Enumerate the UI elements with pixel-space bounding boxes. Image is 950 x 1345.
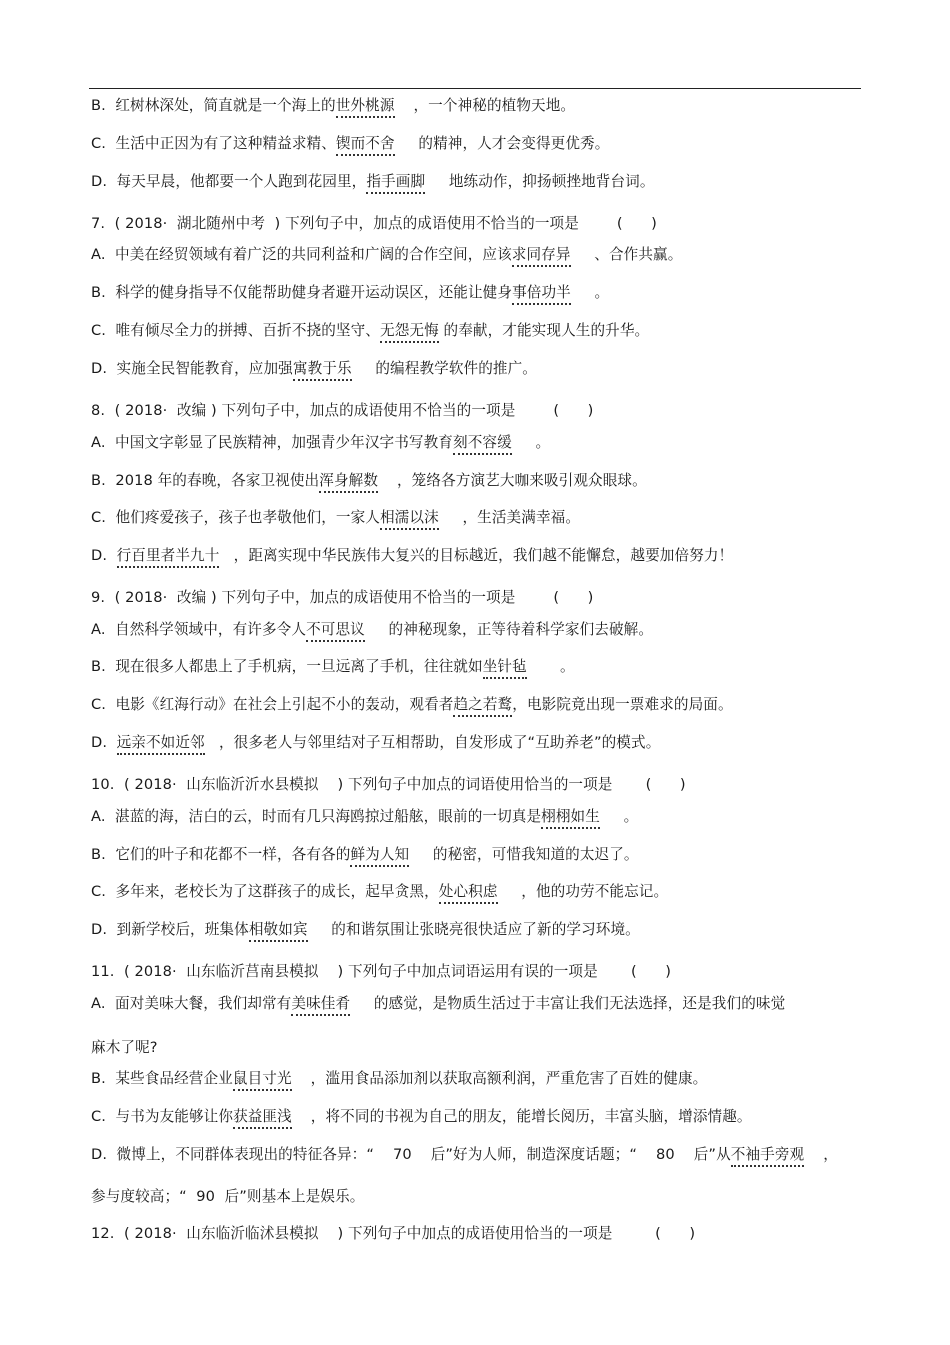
emphasized-phrase: 美味佳肴 bbox=[291, 995, 350, 1016]
text-line bbox=[91, 845, 639, 865]
text-line bbox=[91, 1224, 695, 1244]
line-text: 的奉献，才能实现人生的升华。 bbox=[438, 322, 650, 339]
text-line bbox=[91, 508, 580, 528]
emphasized-phrase: 刻不容缓 bbox=[453, 434, 512, 455]
line-text: D. 到新学校后，班集体 bbox=[91, 921, 249, 938]
line-text: B. 它们的叶子和花都不一样，各有各的 bbox=[91, 846, 351, 863]
line-text: D. 微博上，不同群体表现出的特征各异：“ 70 后”好为人师，制造深度话题；“ 80 后”从 bbox=[91, 1146, 731, 1163]
line-text: 8. ( 2018· 改编 ) 下列句子中，加点的成语使用不恰当的一项是 ( ) bbox=[91, 402, 594, 419]
emphasized-phrase: 坐针毡 bbox=[483, 658, 527, 679]
line-text: D. bbox=[91, 734, 117, 751]
emphasized-phrase: 世外桃源 bbox=[336, 97, 395, 118]
line-text: 的精神，人才会变得更优秀。 bbox=[394, 135, 610, 152]
line-text: D. 每天早晨，他都要一个人跑到花园里， bbox=[91, 173, 367, 190]
line-text: 的神秘现象，正等待着科学家们去破解。 bbox=[364, 621, 654, 638]
line-text: B. 现在很多人都患上了手机病，一旦远离了手机，往往就如 bbox=[91, 658, 483, 675]
line-text: ，生活美满幸福。 bbox=[438, 509, 581, 526]
line-text: 11. ( 2018· 山东临沂莒南县模拟 ) 下列句子中加点词语运用有误的一项是 ( ) bbox=[91, 963, 671, 980]
text-line bbox=[91, 401, 593, 421]
text-line bbox=[91, 807, 638, 827]
line-text: ，滥用食品添加剂以获取高额利润，严重危害了百姓的健康。 bbox=[291, 1070, 708, 1087]
text-line bbox=[91, 283, 609, 303]
emphasized-phrase: 行百里者半九十 bbox=[117, 547, 220, 568]
text-line bbox=[91, 214, 657, 234]
line-text: 地练动作，抑扬顿挫地背台词。 bbox=[425, 173, 655, 190]
line-text: A. 中国文字彰显了民族精神，加强青少年汉字书写教育 bbox=[91, 434, 454, 451]
text-line bbox=[91, 588, 593, 608]
text-line bbox=[91, 620, 653, 640]
line-text: C. 唯有倾尽全力的拼搏、百折不挠的坚守、 bbox=[91, 322, 380, 339]
line-text: 。 bbox=[511, 434, 551, 451]
line-text: C. 与书为友能够让你 bbox=[91, 1108, 234, 1125]
line-text: 、合作共赢。 bbox=[570, 246, 683, 263]
text-line bbox=[91, 994, 785, 1014]
text-line bbox=[91, 920, 640, 940]
emphasized-phrase: 相敬如宾 bbox=[249, 921, 308, 942]
emphasized-phrase: 趋之若鹜 bbox=[453, 696, 512, 717]
text-line bbox=[91, 882, 668, 902]
line-text: 。 bbox=[526, 658, 575, 675]
emphasized-phrase: 栩栩如生 bbox=[541, 808, 600, 829]
line-text: C. 电影《红海行动》在社会上引起不小的轰动，观看者 bbox=[91, 696, 454, 713]
line-text: B. 红树林深处，简直就是一个海上的 bbox=[91, 97, 336, 114]
text-line bbox=[91, 359, 537, 379]
line-text: A. 湛蓝的海，洁白的云，时而有几只海鸥掠过船舷，眼前的一切真是 bbox=[91, 808, 542, 825]
line-text: ，一个神秘的植物天地。 bbox=[394, 97, 576, 114]
line-text: 的感觉，是物质生活过于丰富让我们无法选择，还是我们的味觉 bbox=[350, 995, 786, 1012]
emphasized-phrase: 不可思议 bbox=[306, 621, 365, 642]
text-line bbox=[91, 962, 671, 982]
line-text: D. bbox=[91, 547, 117, 564]
text-line bbox=[91, 134, 609, 154]
emphasized-phrase: 处心积虑 bbox=[439, 883, 498, 904]
header-rule bbox=[89, 88, 861, 89]
line-text: 参与度较高；“ 90 后”则基本上是娱乐。 bbox=[91, 1188, 365, 1205]
line-text: D. 实施全民智能教育，应加强 bbox=[91, 360, 293, 377]
line-text: B. 某些食品经营企业 bbox=[91, 1070, 233, 1087]
text-line bbox=[91, 695, 733, 715]
line-text: C. 多年来，老校长为了这群孩子的成长，起早贪黑， bbox=[91, 883, 439, 900]
line-text: 的和谐氛围让张晓亮很快适应了新的学习环境。 bbox=[307, 921, 640, 938]
emphasized-phrase: 求同存异 bbox=[512, 246, 571, 267]
text-line bbox=[91, 471, 647, 491]
line-text: ，距离实现中华民族伟大复兴的目标越近，我们越不能懈怠，越要加倍努力！ bbox=[219, 547, 734, 564]
emphasized-phrase: 鲜为人知 bbox=[350, 846, 409, 867]
text-line bbox=[91, 733, 660, 753]
line-text: C. 生活中正因为有了这种精益求精、 bbox=[91, 135, 336, 152]
text-line bbox=[91, 775, 686, 795]
text-line bbox=[91, 546, 733, 566]
line-text: A. 自然科学领域中，有许多令人 bbox=[91, 621, 307, 638]
emphasized-phrase: 鼠目寸光 bbox=[233, 1070, 292, 1091]
line-text: ，电影院竟出现一票难求的局面。 bbox=[512, 696, 733, 713]
emphasized-phrase: 事倍功半 bbox=[512, 284, 571, 305]
text-line bbox=[91, 1107, 752, 1127]
text-line bbox=[91, 245, 682, 265]
text-line bbox=[91, 657, 575, 677]
text-line bbox=[91, 96, 575, 116]
emphasized-phrase: 浑身解数 bbox=[319, 472, 378, 493]
emphasized-phrase: 相濡以沫 bbox=[380, 509, 439, 530]
text-line bbox=[91, 172, 655, 192]
text-line bbox=[91, 1038, 158, 1058]
line-text: 麻木了呢? bbox=[91, 1039, 158, 1056]
line-text: ，笼络各方演艺大咖来吸引观众眼球。 bbox=[378, 472, 647, 489]
emphasized-phrase: 远亲不如近邻 bbox=[117, 734, 205, 755]
line-text: ，将不同的书视为自己的朋友，能增长阅历，丰富头脑，增添情趣。 bbox=[291, 1108, 752, 1125]
line-text: B. 科学的健身指导不仅能帮助健身者避开运动误区，还能让健身 bbox=[91, 284, 513, 301]
line-text: B. 2018 年的春晚，各家卫视使出 bbox=[91, 472, 320, 489]
text-line bbox=[91, 1187, 364, 1207]
text-line bbox=[91, 1069, 707, 1089]
line-text: A. 中美在经贸领域有着广泛的共同利益和广阔的合作空间，应该 bbox=[91, 246, 512, 263]
line-text: 。 bbox=[570, 284, 610, 301]
text-line bbox=[91, 1145, 838, 1165]
emphasized-phrase: 寓教于乐 bbox=[293, 360, 352, 381]
line-text: ， bbox=[804, 1146, 838, 1163]
line-text: 的秘密，可惜我知道的太迟了。 bbox=[409, 846, 639, 863]
emphasized-phrase: 不袖手旁观 bbox=[731, 1146, 804, 1167]
line-text: 的编程教学软件的推广。 bbox=[351, 360, 537, 377]
text-line bbox=[91, 433, 550, 453]
emphasized-phrase: 获益匪浅 bbox=[233, 1108, 292, 1129]
line-text: ，很多老人与邻里结对子互相帮助，自发形成了“互助养老”的模式。 bbox=[204, 734, 661, 751]
emphasized-phrase: 锲而不舍 bbox=[336, 135, 395, 156]
line-text: 。 bbox=[599, 808, 639, 825]
line-text: C. 他们疼爱孩子，孩子也孝敬他们，一家人 bbox=[91, 509, 380, 526]
line-text: A. 面对美味大餐，我们却常有 bbox=[91, 995, 292, 1012]
emphasized-phrase: 无怨无悔 bbox=[380, 322, 439, 343]
line-text: 9. ( 2018· 改编 ) 下列句子中，加点的成语使用不恰当的一项是 ( ) bbox=[91, 589, 594, 606]
line-text: 7. ( 2018· 湖北随州中考 ) 下列句子中，加点的成语使用不恰当的一项是 ( ) bbox=[91, 215, 657, 232]
emphasized-phrase: 指手画脚 bbox=[366, 173, 425, 194]
line-text: ，他的功劳不能忘记。 bbox=[497, 883, 669, 900]
line-text: 10. ( 2018· 山东临沂沂水县模拟 ) 下列句子中加点的词语使用恰当的一项是 ( ) bbox=[91, 776, 686, 793]
text-line bbox=[91, 321, 649, 341]
line-text: 12. ( 2018· 山东临沂临沭县模拟 ) 下列句子中加点的成语使用恰当的一项是 ( ) bbox=[91, 1225, 696, 1242]
